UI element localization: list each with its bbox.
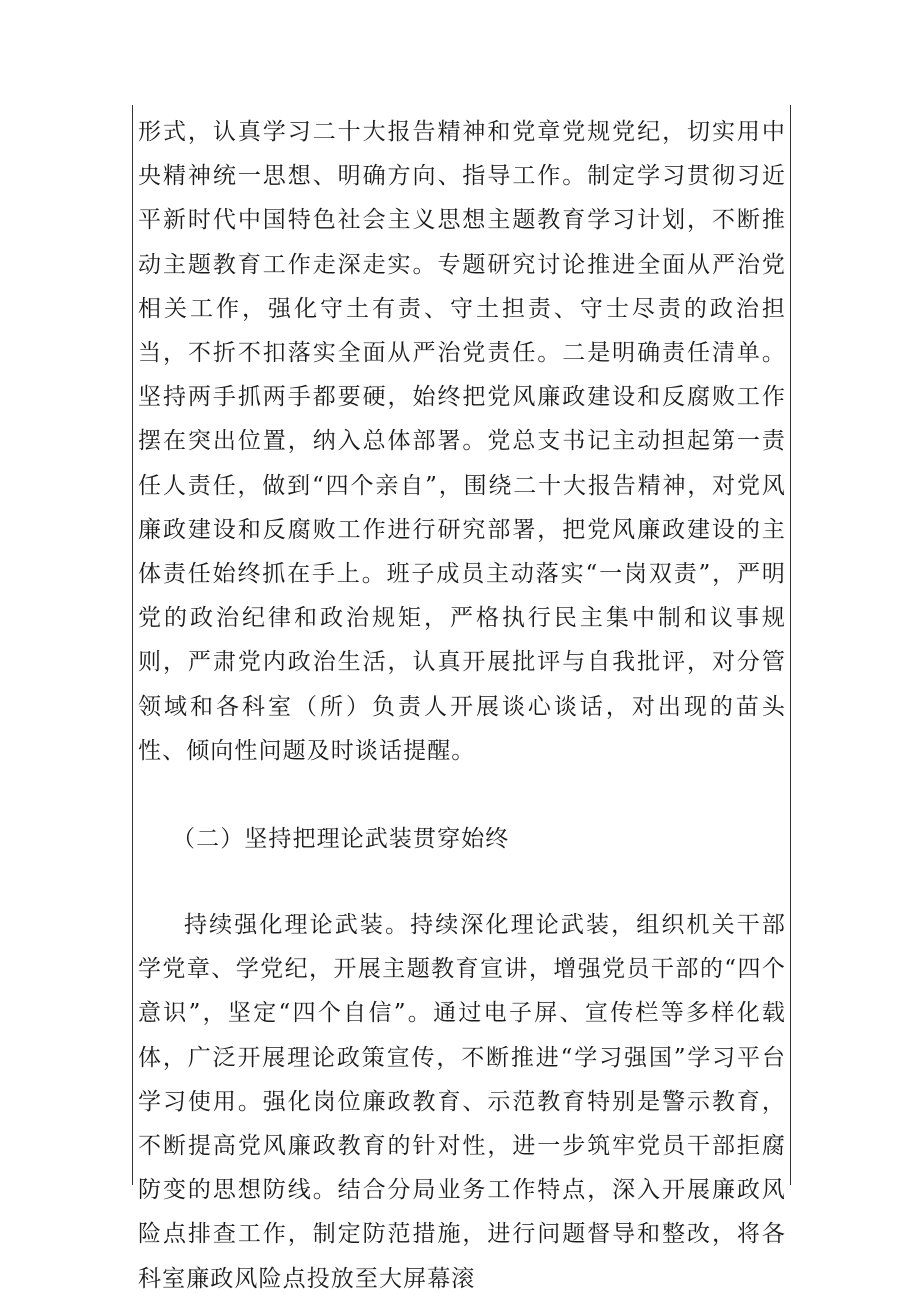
body-paragraph: 持续强化理论武装。持续深化理论武装，组织机关干部学党章、学党纪，开展主题教育宣讲，增强党员干部的“四个意识”，坚定“四个自信”。通过电子屏、宣传栏等多样化载体，广泛开展理论政策宣传，不断推进“学习强国”学习平台学习使用。强化岗位廉政教育、示范教育特别是警示教育，不断提高党风廉政教育的针对性，进一步筑牢党员干部拒腐防变的思想防线。结合分局业务工作特点，深入开展廉政风险点排查工作，制定防范措施，进行问题督导和整改，将各科室廉政风险点投放至大屏幕滚 (138, 912, 786, 1292)
table-cell-content (138, 110, 786, 1301)
table-left-border (132, 105, 133, 1185)
table-right-border (790, 105, 791, 1185)
body-paragraph-continued: 形式，认真学习二十大报告精神和党章党规党纪，切实用中央精神统一思想、明确方向、指导工作。制定学习贯彻习近平新时代中国特色社会主义思想主题教育学习计划，不断推动主题教育工作走深走实。专题研究讨论推进全面从严治党相关工作，强化守土有责、守土担责、守士尽责的政治担当，不折不扣落实全面从严治党责任。二是明确责任清单。坚持两手抓两手都要硬，始终把党风廉政建设和反腐败工作摆在突出位置，纳入总体部署。党总支书记主动担起第一责任人责任，做到“四个亲自”，围绕二十大报告精神，对党风廉政建设和反腐败工作进行研究部署，把党风廉政建设的主体责任始终抓在手上。班子成员主动落实“一岗双责”，严明党的政治纪律和政治规矩，严格执行民主集中制和议事规则，严肃党内政治生活，认真开展批评与自我批评，对分管领域和各科室（所）负责人开展谈心谈话，对出现的苗头性、倾向性问题及时谈话提醒。 (138, 119, 786, 764)
section-heading: （二）坚持把理论武装贯穿始终 (172, 826, 510, 853)
